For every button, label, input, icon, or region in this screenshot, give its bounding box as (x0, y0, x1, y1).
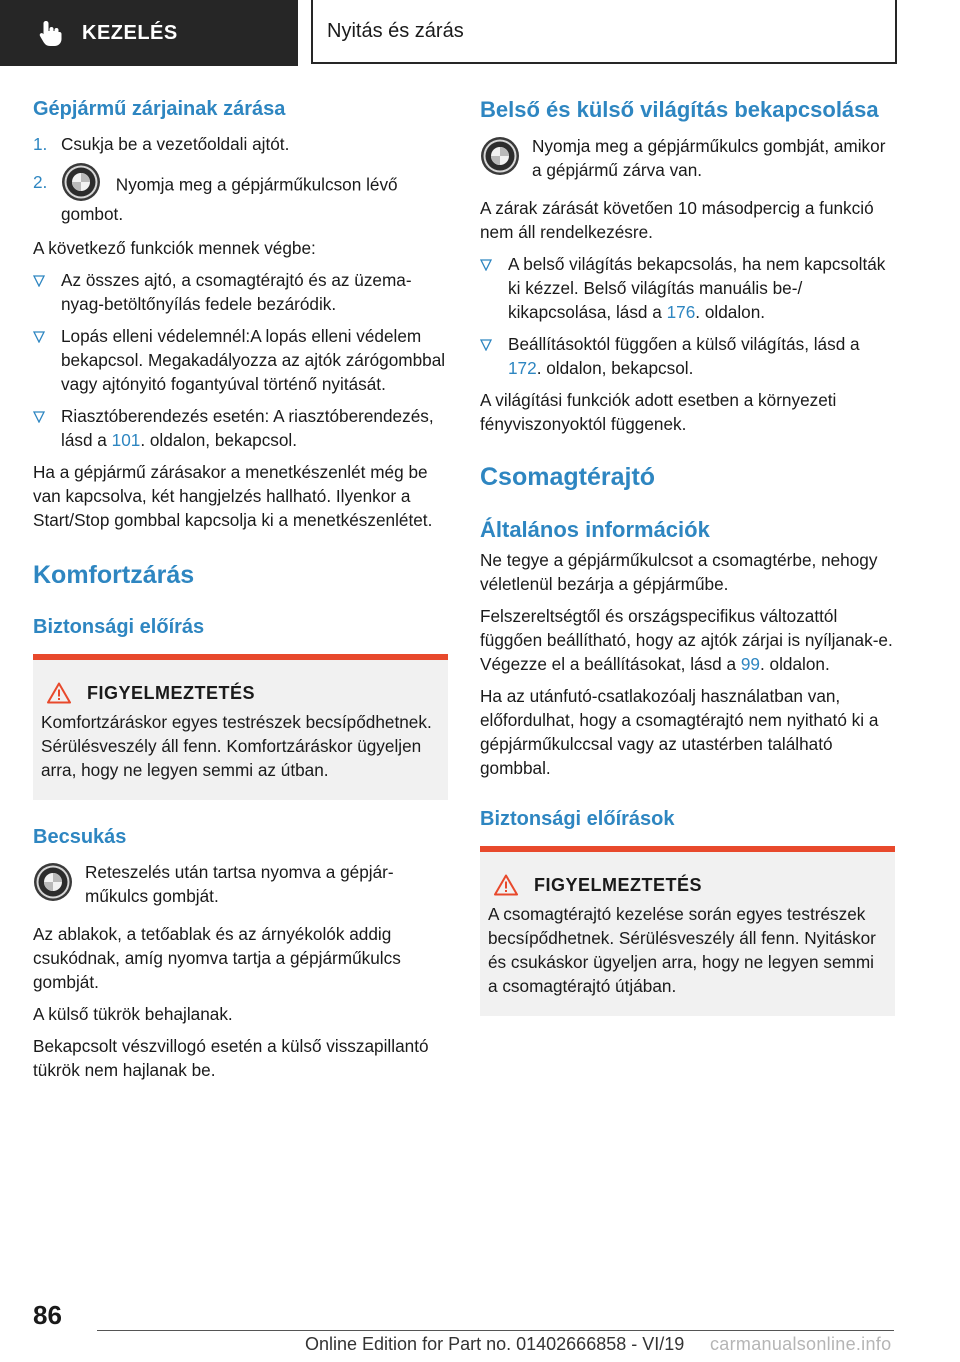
warning-triangle-icon (494, 874, 518, 896)
bullet-text: Az összes ajtó, a csomagtérajtó és az üzemanyag-betöltőnyílás fedele bezáródik. (61, 270, 412, 314)
footer-divider (97, 1330, 894, 1331)
chapter-tab (311, 0, 897, 64)
locking-note: Ha a gépjármű zárásakor a menetkészenlét még be van kapcsolva, két hangjelzés hallható. Ilyenkor a Start/Stop gombbal kapcsolja ki a menetkészenlétet. (33, 462, 433, 530)
lighting-paragraph-1: A zárak zárását követően 10 másodpercig a funkció nem áll rendelkezésre. (480, 198, 874, 242)
bullet-text-post: . oldalon, bekapcsol. (140, 430, 298, 450)
list-item (480, 332, 895, 380)
left-column (33, 96, 448, 1082)
lighting-heading: Belső és külső világítás bekapcsolása (480, 97, 879, 122)
section-tab (0, 0, 298, 66)
bullet-text-post: . oldalon, bekapcsol. (536, 358, 694, 378)
step-text: Csukja be a vezetőoldali ajtót. (61, 134, 290, 154)
warning-text: A csomagtérajtó kezelése során egyes testrészek becsípődhetnek. Sérülésveszély áll fenn. Nyitáskor és csukáskor ügyeljen arra, hogy ne legyen semmi a csomagtérajtó útjában. (488, 904, 876, 996)
close-heading: Becsukás (33, 826, 127, 848)
trunk-paragraph-1: Ne tegye a gépjárműkulcsot a csomagtérbe, nehogy véletlenül bezárja a gépjárműbe. (480, 550, 878, 594)
warning-triangle-icon (47, 682, 71, 704)
chapter-title: Nyitás és zárás (327, 19, 464, 42)
trunk-safety-heading: Biztonsági előírások (480, 808, 675, 830)
right-column (480, 96, 895, 1034)
warning-text: Komfortzáráskor egyes testrészek becsípődhetnek. Sérülésveszély áll fenn. Komfortzáráskor ügyeljen arra, hogy ne legyen semmi az útban. (41, 712, 432, 780)
page-link[interactable]: 99 (740, 654, 760, 674)
key-button-icon (480, 136, 520, 176)
bullet-text-pre: Beállításoktól függően a külső világítás, lásd a (508, 334, 860, 354)
paragraph-text-post: . oldalon. (759, 654, 830, 674)
warning-header (488, 874, 887, 896)
key-instruction-text: Nyomja meg a gépjárműkulcs gombját, amikor a gépjármű zárva van. (532, 136, 886, 180)
close-paragraph-2: A külső tükrök behajlanak. (33, 1004, 233, 1024)
warning-label: FIGYELMEZTETÉS (534, 874, 703, 895)
bullet-text: Lopás elleni védelemnél:A lopás elleni védelem bekapcsol. Megakadályozza az ajtók zárógombbal vagy ajtónyitó fogantyúval történő nyitását. (61, 326, 446, 394)
list-item (33, 404, 448, 452)
key-button-icon (61, 162, 101, 202)
triangle-bullet-icon (480, 259, 492, 271)
trunk-heading: Csomagtérajtó (480, 463, 656, 491)
warning-label: FIGYELMEZTETÉS (87, 682, 256, 703)
comfort-safety-heading: Biztonsági előírás (33, 616, 205, 638)
functions-list (33, 268, 448, 452)
page-link[interactable]: 176 (666, 302, 696, 322)
triangle-bullet-icon (33, 411, 45, 423)
paragraph-text-pre: Felszereltségtől és országspecifikus változattól függően beállítható, hogy az ajtók zárjai is nyíljanak-e. Végezze el a beállításokat, lásd a (480, 606, 893, 674)
locking-steps (33, 132, 448, 226)
step-number: 1. (33, 134, 48, 154)
edition-text: Online Edition for Part no. 01402666858 - VI/19 (305, 1334, 685, 1354)
list-item (33, 132, 448, 156)
warning-header (41, 682, 440, 704)
close-paragraph-1: Az ablakok, a tetőablak és az árnyékolók addig csukódnak, amíg nyomva tartja a gépjárműkulcs gombját. (33, 924, 401, 992)
trunk-paragraph-2 (480, 604, 895, 676)
triangle-bullet-icon (33, 331, 45, 343)
warning-box (33, 654, 448, 800)
hand-pointer-icon (36, 18, 66, 48)
trunk-paragraph-3: Ha az utánfutó-csatlakozóalj használatban van, előfordulhat, hogy a csomagtérajtó nem nyitható ki a gépjárműkulccsal vagy az utastérben található gombbal. (480, 686, 879, 778)
key-instruction (480, 134, 895, 182)
page-number: 86 (33, 1300, 62, 1330)
comfort-heading: Komfortzárás (33, 561, 195, 589)
triangle-bullet-icon (33, 275, 45, 287)
list-item (480, 252, 895, 324)
list-item (33, 324, 448, 396)
page-link[interactable]: 101 (111, 430, 141, 450)
warning-box (480, 846, 895, 1016)
close-paragraph-3: Bekapcsolt vészvillogó esetén a külső visszapillantó tükrök nem hajlanak be. (33, 1036, 429, 1080)
lighting-paragraph-2: A világítási funkciók adott esetben a környezeti fényviszonyoktól függenek. (480, 390, 837, 434)
key-instruction-text: Reteszelés után tartsa nyomva a gépjárműkulcs gombját. (85, 862, 394, 906)
locking-heading: Gépjármű zárjainak zárása (33, 98, 286, 120)
list-item (33, 268, 448, 316)
watermark: carmanualsonline.info (710, 1334, 892, 1354)
section-title: KEZELÉS (82, 21, 178, 44)
key-instruction (33, 860, 448, 908)
page-header (0, 0, 960, 66)
key-button-icon (33, 862, 73, 902)
triangle-bullet-icon (480, 339, 492, 351)
bullet-text-post: . oldalon. (695, 302, 766, 322)
functions-intro: A következő funkciók mennek végbe: (33, 238, 316, 258)
lighting-list (480, 252, 895, 380)
trunk-general-heading: Általános információk (480, 517, 710, 542)
page-link[interactable]: 172 (508, 358, 537, 378)
list-item (33, 170, 448, 226)
bullet-text-pre: A belső világítás bekapcsolás, ha nem kapcsolták ki kézzel. Belső világítás manuális be-/ kikapcsolása, lásd a (508, 254, 886, 322)
bullet-text-pre: Riasztóberendezés esetén: A riasztóberendezés, lásd a (61, 406, 434, 450)
step-text: Nyomja meg a gépjárműkulcson lévő gombot. (61, 174, 398, 224)
step-number: 2. (33, 172, 48, 192)
